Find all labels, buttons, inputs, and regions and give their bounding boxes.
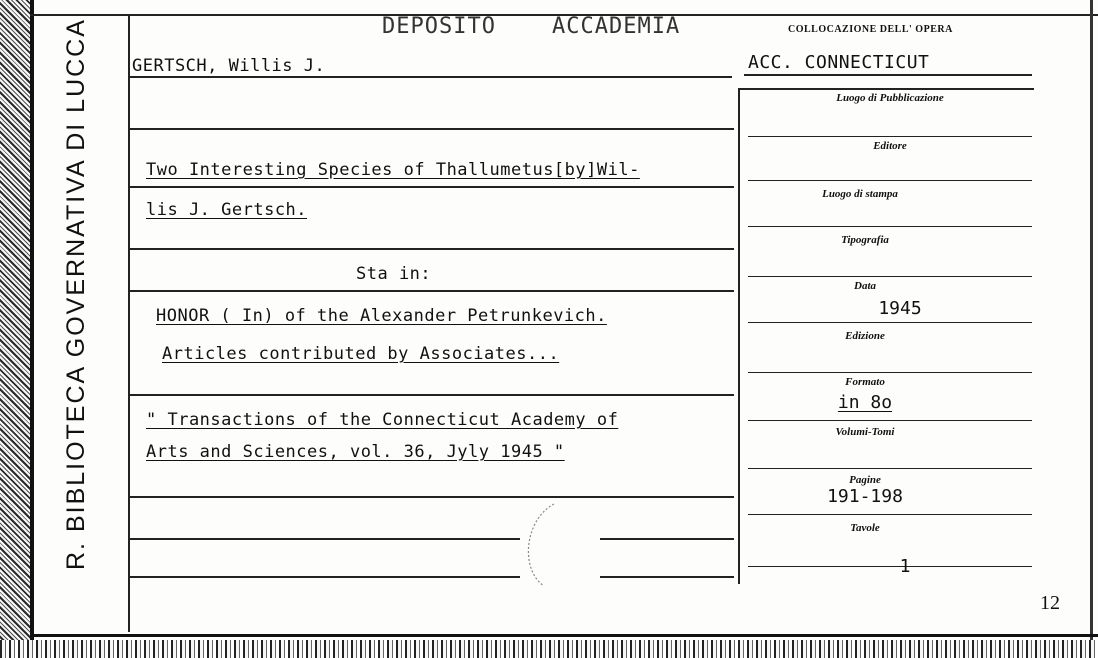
luogo-stampa-label: Luogo di stampa [822,188,898,200]
library-name: R. BIBLIOTECA GOVERNATIVA DI LUCCA [62,18,90,570]
pagine-label: Pagine [849,474,881,486]
author-rule [130,76,732,78]
corner-mark: 12 [1040,592,1060,614]
field-rule [748,372,1032,373]
card-left-rule [30,0,34,640]
header-stamp-left: DEPOSITO [382,14,496,39]
fields-panel-left-rule [738,88,740,584]
host-line-1: HONOR ( In) of the Alexander Petrunkevich. [156,306,607,326]
header-stamp-right: ACCADEMIA [552,14,681,39]
punch-hole-mark [514,500,574,590]
body-rule [600,576,734,578]
sta-in-label: Sta in: [356,264,432,284]
tipografia-label: Tipografia [841,234,889,246]
field-rule [748,322,1032,323]
body-rule [130,186,734,188]
field-rule [748,226,1032,227]
author-heading: GERTSCH, Willis J. [132,56,326,76]
field-rule [748,180,1032,181]
body-rule [130,394,734,396]
field-rule [748,136,1032,137]
location-heading: COLLOCAZIONE DELL' OPERA [788,24,953,35]
tavole-label: Tavole [850,522,880,534]
body-rule [130,128,734,130]
card-bottom-edge [0,640,1098,658]
body-rule [130,290,734,292]
field-rule [748,276,1032,277]
body-rule [130,576,520,578]
card-right-rule [1090,0,1093,640]
title-line-1: Two Interesting Species of Thallumetus[by]Wil- [146,160,640,180]
host-line-2: Articles contributed by Associates... [162,344,560,364]
data-label: Data [854,280,876,292]
series-line-2: Arts and Sciences, vol. 36, Jyly 1945 " [146,442,565,462]
data-value: 1945 [878,298,922,319]
field-rule [748,420,1032,421]
formato-value: in 8o [837,392,893,413]
body-rule [130,538,520,540]
pagine-value: 191-198 [827,486,903,507]
shelfmark: ACC. CONNECTICUT [748,52,930,73]
editore-label: Editore [873,140,907,152]
card-bottom-rule [30,634,1098,637]
formato-label: Formato [845,376,885,388]
body-rule [130,248,734,250]
body-rule [600,538,734,540]
shelfmark-rule [744,74,1032,76]
luogo-pubblicazione-label: Luogo di Pubblicazione [836,92,944,104]
body-rule [130,496,734,498]
card-left-edge [0,0,30,658]
fields-panel-top-rule [738,88,1034,90]
edizione-label: Edizione [845,330,885,342]
title-line-2: lis J. Gertsch. [146,200,308,220]
field-rule [748,468,1032,469]
series-line-1: " Transactions of the Connecticut Academy of [146,410,619,430]
field-rule [748,514,1032,515]
volumi-label: Volumi-Tomi [835,426,895,438]
tavole-value: 1 [899,556,911,577]
